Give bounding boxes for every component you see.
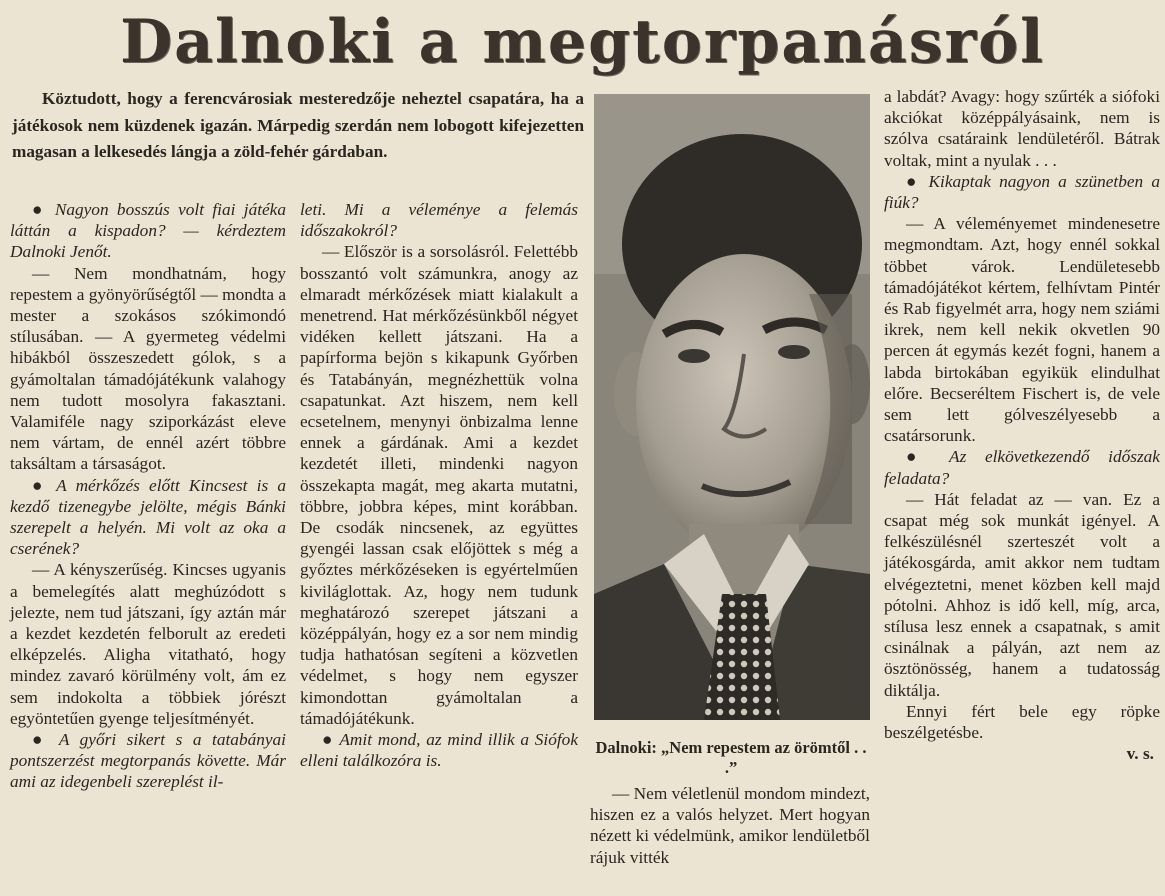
headline: Dalnoki a megtorpanásról: [120, 7, 1045, 77]
question-6: [884, 446, 1160, 488]
article-column-2: [300, 199, 578, 771]
bullet-icon: ●: [906, 447, 931, 467]
question-text: A mérkőzés előtt Kincsest is a kezdő tizenegybe jelölte, mégis Bánki szerepelt a helyén. Mi volt az oka a cserének?: [10, 475, 286, 559]
question-text: Az elkövetkezendő időszak feladata?: [884, 447, 1160, 488]
author-signature: v. s.: [1126, 744, 1154, 764]
article-column-1: [10, 199, 286, 793]
question-4: [300, 729, 578, 771]
bullet-icon: ●: [322, 730, 334, 750]
question-2: [10, 475, 286, 560]
bullet-icon: ●: [32, 200, 47, 219]
bullet-icon: ●: [906, 171, 921, 191]
question-3-continued: leti. Mi a véleménye a felemás időszakokról?: [300, 200, 578, 241]
question-text: Amit mond, az mind illik a Siófok elleni találkozóra is.: [300, 730, 578, 771]
article-column-4: [884, 86, 1160, 765]
article-column-3: [590, 783, 870, 868]
question-text: Kikaptak nagyon a szünetben a fiúk?: [884, 171, 1160, 213]
closing-line: Ennyi fért bele egy röpke beszélgetésbe.: [884, 701, 1160, 743]
portrait-illustration: [594, 94, 870, 720]
answer-4-continued: a labdát? Avagy: hogy szűrték a siófoki akciókat középpályásaink, nem is szólva csatáraink lendületéről. Bátrak voltak, mint a nyulak . . .: [884, 87, 1160, 170]
answer-4: — Nem véletlenül mondom mindezt, hiszen ez a valós helyzet. Mert hogyan nézett ki védelmünk, amikor lendületből rájuk vitték: [590, 784, 870, 867]
question-1: [10, 199, 286, 263]
question-text: Nagyon bosszús volt fiai játéka láttán a kispadon? — kérdeztem Dalnoki Jenőt.: [10, 200, 286, 262]
portrait-photo: [594, 94, 870, 720]
bullet-icon: ●: [32, 730, 49, 750]
answer-5: — A véleményemet mindenesetre megmondtam. Azt, hogy ennél sokkal többet várok. Lendületesebb támadójátékot kértem, felhívtam Pintér és Rab figyelmét arra, hogy nem sziámi ikrek, nem kell nekik okvetlen 90 percen át egymás kezét fogni, hanem a labda birtokában egyikük elindulhat előre. Becseréltem Fischert is, de vele sem lett gólveszélyesebb a csatársorunk.: [884, 214, 1160, 446]
question-5: [884, 171, 1160, 213]
question-3: [10, 729, 286, 793]
answer-1: — Nem mondhatnám, hogy repestem a gyönyörűségtől — mondta a mester a szokásos szókimondó stílusában. — A gyermeteg védelmi hibákból összeszedett gólok, s a gyámoltalan támadójátékunk valahogy nem tudott mosolyra fakasztani. Valamiféle nagy sziporkázást eleve nem vártam, de ennél azért többre taksáltam a társaságot.: [10, 263, 286, 474]
answer-2: — A kényszerűség. Kincses ugyanis a bemelegítés alatt meghúzódott s jelezte, nem tud játszani, így aztán már a kezdet kezdetén felborult az eredeti elképzelés. Aligha vitatható, hogy mindez zavaró körülmény volt, ám ez sem indokolta a többiek jórészt egyöntetűen gyenge teljesítményét.: [10, 560, 286, 728]
bullet-icon: ●: [32, 475, 48, 495]
answer-3: — Először is a sorsolásról. Felettébb bosszantó volt számunkra, anogy az elmaradt mérkőzések miatt kialakult a menetrend. Hat mérkőzésünkből négyet vidéken kellett játszani. Ha a papírforma bejön s kikapunk Győrben és Tatabányán, megnézhettük volna csapatunkat. Azt hiszem, nem kell ecsetelnem, menynyi önbizalma lenne ennek a gárdának. Ami a kezdet kezdetét illeti, mindenki nagyon összekapta magát, meg akarta mutatni, többre, jobbra képes, mint korábban. De csodák nincsenek, az együttes gyengéi lassan csak előjöttek s még a győztes mérkőzéseken is egyértelműen kiviláglottak. Az, hogy nem tudunk meghatározó szerepet játszani a középpályán, hogy ez a sor nem mindig tudja hathatósan segíteni a közvetlen védelmet, s hogy nem egyszer kimondottan gyámoltalan a támadójátékunk.: [300, 242, 578, 728]
photo-caption: Dalnoki: „Nem repestem az örömtől . . .”: [595, 738, 867, 777]
question-text: A győri sikert s a tatabányai pontszerzést megtorpanás követte. Már ami az idegenbeli szereplést il-: [10, 730, 286, 792]
answer-6: — Hát feladat az — van. Ez a csapat még sok munkát igényel. A felkészülésnél szerteszét volt a játékosgárda, amit akkor nem tudtam elvégeztetni, menet közben kell majd pótolni. Ahhoz is idő kell, míg, arca, stílusa lesz ennek a csapatnak, s amit csinálnak a pályán, azt nem az ösztönösség, hanem a tudatosság diktálja.: [884, 489, 1160, 700]
lead-paragraph: Köztudott, hogy a ferencvárosiak mesteredzője neheztel csapatára, ha a játékosok nem küzdenek igazán. Márpedig szerdán nem lobogott kifejezetten magasan a lelkesedés lángja a zöld-fehér gárdaban.: [12, 89, 584, 162]
